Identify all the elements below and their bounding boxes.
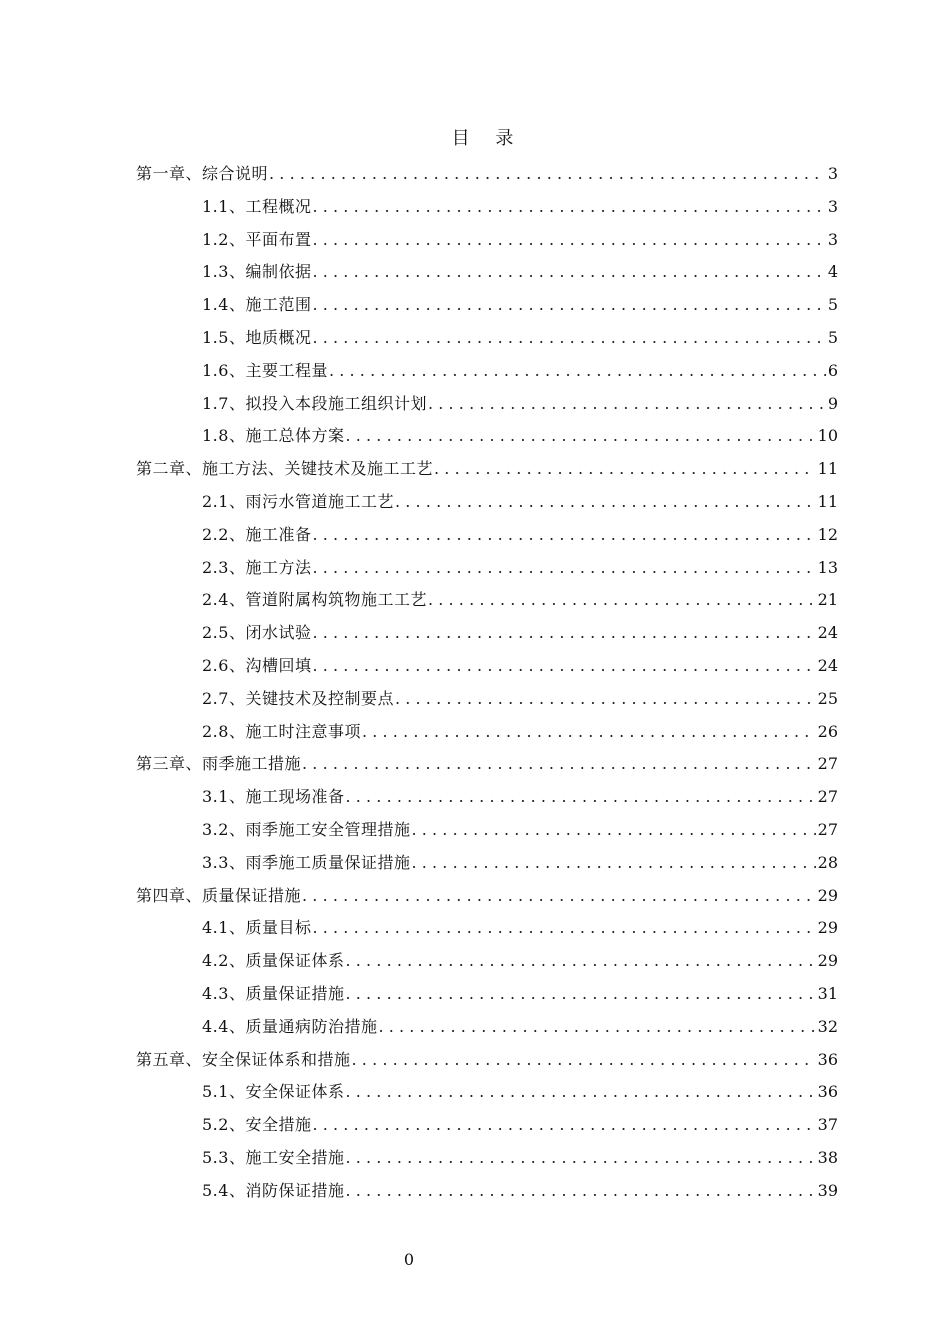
toc-dot-leader: [329, 355, 826, 388]
toc-dot-leader: [378, 1011, 815, 1044]
toc-dot-leader: [312, 912, 815, 945]
toc-entry-title: 5.1、安全保证体系: [202, 1082, 345, 1102]
toc-entry-title: 5.4、消防保证措施: [202, 1180, 345, 1200]
toc-entry-page-number: 29: [817, 918, 838, 938]
toc-dot-leader: [352, 1044, 816, 1077]
toc-section-entry[interactable]: [136, 650, 838, 683]
toc-entry-title: 3.2、雨季施工安全管理措施: [202, 819, 411, 839]
toc-dot-leader: [312, 552, 815, 585]
toc-entry-page-number: 10: [817, 426, 838, 446]
toc-section-entry[interactable]: [136, 191, 838, 224]
toc-section-entry[interactable]: [136, 716, 838, 749]
toc-section-entry[interactable]: [136, 847, 838, 880]
toc-section-entry[interactable]: [136, 486, 838, 519]
toc-section-entry[interactable]: [136, 1109, 838, 1142]
toc-dot-leader: [345, 1142, 815, 1175]
toc-entry-page-number: 27: [817, 754, 838, 774]
toc-entry-page-number: 5: [827, 327, 838, 347]
toc-section-entry[interactable]: [136, 781, 838, 814]
toc-entry-page-number: 6: [827, 360, 838, 380]
toc-section-entry[interactable]: [136, 945, 838, 978]
toc-entry-page-number: 37: [817, 1115, 838, 1135]
toc-section-entry[interactable]: [136, 519, 838, 552]
toc-entry-page-number: 36: [817, 1049, 838, 1069]
toc-entry-title: 5.2、安全措施: [202, 1115, 312, 1135]
toc-entry-title: 1.5、地质概况: [202, 327, 312, 347]
toc-dot-leader: [395, 486, 816, 519]
toc-dot-leader: [312, 256, 825, 289]
toc-entry-page-number: 38: [817, 1147, 838, 1167]
toc-dot-leader: [428, 584, 816, 617]
toc-section-entry[interactable]: [136, 912, 838, 945]
toc-entry-title: 4.1、质量目标: [202, 918, 312, 938]
toc-dot-leader: [312, 650, 815, 683]
toc-entry-title: 第五章、安全保证体系和措施: [136, 1049, 351, 1069]
toc-dot-leader: [312, 322, 825, 355]
toc-entry-page-number: 24: [817, 655, 838, 675]
toc-entry-title: 1.8、施工总体方案: [202, 426, 345, 446]
toc-dot-leader: [312, 224, 825, 257]
toc-entry-title: 2.8、施工时注意事项: [202, 721, 361, 741]
toc-section-entry[interactable]: [136, 224, 838, 257]
toc-entry-page-number: 36: [817, 1082, 838, 1102]
toc-entry-title: 1.4、施工范围: [202, 295, 312, 315]
toc-dot-leader: [302, 748, 816, 781]
toc-entry-page-number: 24: [817, 623, 838, 643]
toc-dot-leader: [362, 716, 816, 749]
toc-dot-leader: [345, 945, 815, 978]
toc-entry-title: 1.3、编制依据: [202, 262, 312, 282]
toc-section-entry[interactable]: [136, 552, 838, 585]
toc-entry-title: 1.1、工程概况: [202, 196, 312, 216]
toc-entry-page-number: 11: [817, 459, 838, 479]
toc-dot-leader: [269, 158, 826, 191]
toc-entry-page-number: 4: [827, 262, 838, 282]
toc-chapter-entry[interactable]: [136, 1044, 838, 1077]
toc-dot-leader: [312, 191, 825, 224]
toc-entry-page-number: 25: [817, 688, 838, 708]
toc-section-entry[interactable]: [136, 1011, 838, 1044]
toc-section-entry[interactable]: [136, 322, 838, 355]
toc-section-entry[interactable]: [136, 683, 838, 716]
toc-section-entry[interactable]: [136, 355, 838, 388]
toc-entry-title: 4.3、质量保证措施: [202, 983, 345, 1003]
toc-section-entry[interactable]: [136, 1142, 838, 1175]
toc-chapter-entry[interactable]: [136, 453, 838, 486]
toc-entry-title: 2.5、闭水试验: [202, 623, 312, 643]
toc-entry-title: 4.2、质量保证体系: [202, 951, 345, 971]
toc-dot-leader: [302, 880, 816, 913]
toc-section-entry[interactable]: [136, 1076, 838, 1109]
toc-entry-page-number: 3: [827, 164, 838, 183]
toc-entry-page-number: 26: [817, 721, 838, 741]
toc-entry-page-number: 32: [817, 1016, 838, 1036]
toc-entry-page-number: 31: [817, 983, 838, 1003]
toc-chapter-entry[interactable]: [136, 880, 838, 913]
toc-entry-title: 1.7、拟投入本段施工组织计划: [202, 393, 427, 413]
toc-entry-title: 第三章、雨季施工措施: [136, 754, 302, 774]
toc-section-entry[interactable]: [136, 1175, 838, 1208]
toc-dot-leader: [345, 781, 815, 814]
toc-dot-leader: [345, 1076, 815, 1109]
toc-dot-leader: [428, 388, 826, 421]
toc-entry-title: 3.1、施工现场准备: [202, 787, 345, 807]
toc-title: 目 录: [451, 128, 524, 149]
page-number: 0: [403, 1250, 415, 1269]
toc-entry-page-number: 27: [817, 787, 838, 807]
toc-entry-page-number: 12: [817, 524, 838, 544]
toc-dot-leader: [411, 847, 815, 880]
toc-section-entry[interactable]: [136, 256, 838, 289]
toc-dot-leader: [312, 519, 815, 552]
toc-section-entry[interactable]: [136, 617, 838, 650]
toc-entry-page-number: 21: [817, 590, 838, 610]
toc-dot-leader: [411, 814, 815, 847]
toc-dot-leader: [345, 1175, 815, 1208]
toc-chapter-entry[interactable]: [136, 158, 838, 191]
toc-dot-leader: [312, 1109, 815, 1142]
toc-entry-page-number: 9: [827, 393, 838, 413]
toc-entry-page-number: 27: [817, 819, 838, 839]
toc-section-entry[interactable]: [136, 420, 838, 453]
toc-entry-title: 2.2、施工准备: [202, 524, 312, 544]
toc-dot-leader: [395, 683, 816, 716]
toc-entry-title: 4.4、质量通病防治措施: [202, 1016, 378, 1036]
toc-entry-title: 5.3、施工安全措施: [202, 1147, 345, 1167]
toc-entry-title: 2.1、雨污水管道施工工艺: [202, 491, 394, 511]
toc-entry-title: 2.3、施工方法: [202, 557, 312, 577]
toc-dot-leader: [312, 617, 815, 650]
table-of-contents: [136, 158, 838, 1208]
toc-entry-page-number: 5: [827, 295, 838, 315]
toc-entry-title: 1.6、主要工程量: [202, 360, 328, 380]
toc-entry-title: 3.3、雨季施工质量保证措施: [202, 852, 411, 872]
toc-entry-page-number: 11: [817, 491, 838, 511]
toc-entry-title: 第四章、质量保证措施: [136, 885, 302, 905]
toc-entry-page-number: 13: [817, 557, 838, 577]
toc-entry-title: 第一章、综合说明: [136, 164, 269, 183]
toc-chapter-entry[interactable]: [136, 748, 838, 781]
toc-entry-title: 2.4、管道附属构筑物施工工艺: [202, 590, 427, 610]
toc-dot-leader: [434, 453, 816, 486]
toc-section-entry[interactable]: [136, 978, 838, 1011]
toc-entry-title: 2.6、沟槽回填: [202, 655, 312, 675]
toc-entry-title: 第二章、施工方法、关键技术及施工工艺: [136, 459, 434, 479]
toc-dot-leader: [345, 420, 815, 453]
toc-section-entry[interactable]: [136, 289, 838, 322]
toc-section-entry[interactable]: [136, 388, 838, 421]
toc-entry-page-number: 29: [817, 885, 838, 905]
toc-section-entry[interactable]: [136, 584, 838, 617]
toc-entry-page-number: 28: [817, 852, 838, 872]
toc-entry-page-number: 39: [817, 1180, 838, 1200]
toc-dot-leader: [345, 978, 815, 1011]
toc-entry-page-number: 29: [817, 951, 838, 971]
toc-section-entry[interactable]: [136, 814, 838, 847]
toc-entry-page-number: 3: [827, 196, 838, 216]
toc-entry-title: 2.7、关键技术及控制要点: [202, 688, 394, 708]
toc-entry-title: 1.2、平面布置: [202, 229, 312, 249]
toc-dot-leader: [312, 289, 825, 322]
toc-entry-page-number: 3: [827, 229, 838, 249]
